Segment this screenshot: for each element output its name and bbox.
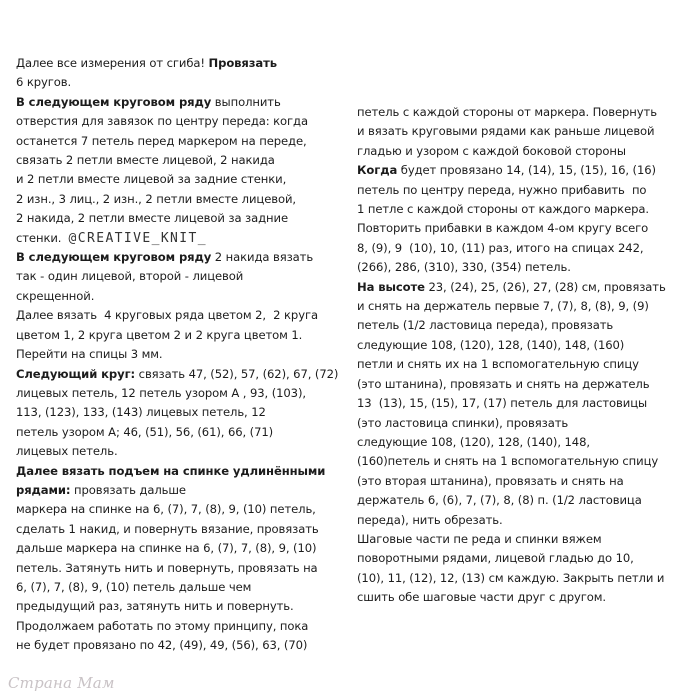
text-segment: 13 (13), 15, (15), 17, (17) петель для ластовицы (357, 396, 648, 411)
text-segment: (это штанина), провязать и снять на держатель (357, 376, 650, 391)
text-line (16, 481, 334, 500)
text-segment: следующие 108, (120), 128, (140), 148, (160) (357, 337, 625, 352)
text-segment: Шаговые части пе реда и спинки вяжем (357, 531, 602, 546)
author-handle: @CREATIVE_KNIT_ (68, 230, 207, 246)
text-line (357, 200, 669, 219)
text-segment: 1 петле с каждой стороны от каждого маркера. (357, 202, 649, 217)
text-segment: гладью и узором с каждой боковой стороны (357, 143, 626, 158)
text-segment: выполнить (211, 94, 281, 109)
bold-phrase: В следующем круговом ряду (16, 94, 212, 109)
text-line (357, 278, 669, 297)
text-segment: так - один лицевой, второй - лицевой (16, 269, 244, 284)
text-line (16, 229, 334, 248)
text-line (357, 219, 669, 238)
text-segment: сделать 1 накид, и повернуть вязание, провязать (16, 521, 319, 536)
text-segment: Повторить прибавки в каждом 4-ом кругу всего (357, 221, 649, 236)
text-segment: (160)петель и снять на 1 вспомогательную спицу (357, 454, 659, 469)
text-segment: и 2 петли вместе лицевой за задние стенки, (16, 172, 287, 187)
text-segment: 113, (123), 133, (143) лицевых петель, 12 (16, 405, 266, 420)
text-segment: и вязать круговыми рядами как раньше лицевой (357, 124, 655, 139)
bold-phrase: В следующем круговом ряду (16, 250, 212, 265)
text-line (16, 306, 334, 325)
text-line (16, 287, 334, 306)
text-line (357, 414, 669, 433)
text-line (357, 511, 669, 530)
text-segment: переда), нить обрезать. (357, 512, 503, 527)
text-line (16, 500, 334, 519)
text-segment: стенки. (16, 230, 69, 245)
text-line (16, 112, 334, 131)
text-line (357, 549, 669, 568)
text-segment: предыдущий раз, затянуть нить и повернуть. (16, 599, 294, 614)
text-segment: следующие 108, (120), 128, (140), 148, (357, 434, 590, 449)
text-segment: 2 изн., 3 лиц., 2 изн., 2 петли вместе лицевой, (16, 191, 296, 206)
text-line (16, 93, 334, 112)
text-segment: петель (1/2 ластовица переда), провязать (357, 318, 614, 333)
text-segment: 6 кругов. (16, 75, 72, 90)
text-line (357, 355, 669, 374)
text-line (357, 452, 669, 471)
text-line (16, 403, 334, 422)
text-segment: петель. Затянуть нить и повернуть, провязать на (16, 560, 318, 575)
bold-phrase: Следующий круг: (16, 366, 136, 381)
text-segment: петель с каждой стороны от маркера. Повернуть (357, 105, 657, 119)
text-segment: (это ластовица спинки), провязать (357, 415, 569, 430)
text-line (16, 559, 334, 578)
text-line (357, 375, 669, 394)
text-line (357, 297, 669, 316)
text-line (16, 151, 334, 170)
text-segment: Перейти на спицы 3 мм. (16, 347, 163, 362)
text-line (16, 520, 334, 539)
text-segment: 23, (24), 25, (26), 27, (28) см, провязать (424, 279, 666, 294)
text-segment: связать 2 петли вместе лицевой, 2 накида (16, 153, 275, 168)
text-line (357, 530, 669, 549)
text-segment: поворотными рядами, лицевой гладью до 10, (357, 551, 634, 566)
text-line (16, 248, 334, 267)
text-segment: Продолжаем работать по этому принципу, пока (16, 618, 309, 633)
text-segment: Далее вязать 4 круговых ряда цветом 2, 2 круга (16, 308, 318, 323)
text-column-right (357, 103, 669, 608)
text-line (16, 326, 334, 345)
text-segment: и снять на держатель первые 7, (7), 8, (8), 9, (9) (357, 299, 649, 314)
text-segment: (266), 286, (310), 330, (354) петель. (357, 260, 571, 275)
text-column-left (16, 54, 339, 656)
text-line (16, 442, 334, 461)
text-segment: 2 накида, 2 петли вместе лицевой за задние (16, 211, 288, 226)
text-line (16, 54, 334, 73)
text-segment: отверстия для завязок по центру переда: когда (16, 114, 308, 129)
text-segment: петель узором А; 46, (51), 56, (61), 66, (71) (16, 424, 274, 439)
bold-phrase: Далее вязать подъем на спинке удлинёнными (16, 463, 326, 478)
text-segment: останется 7 петель перед маркером на переде, (16, 133, 307, 148)
text-line (357, 394, 669, 413)
text-line (16, 209, 334, 228)
text-line (357, 491, 669, 510)
text-segment: 2 накида вязать (211, 250, 314, 265)
text-line (357, 433, 669, 452)
text-line (16, 462, 334, 481)
text-segment: петли и снять их на 1 вспомогательную спицу (357, 357, 639, 372)
text-segment: не будет провязано по 42, (49), 49, (56), 63, (70) (16, 638, 308, 653)
watermark-logo: Страна Мам (8, 674, 115, 692)
text-line (16, 73, 334, 92)
text-line (16, 617, 334, 636)
text-segment: 8, (9), 9 (10), 10, (11) раз, итого на спицах 242, (357, 240, 644, 255)
text-line (16, 267, 334, 286)
bold-phrase: рядами: (16, 482, 71, 497)
text-line (357, 103, 669, 122)
text-line (16, 597, 334, 616)
text-segment: скрещенной. (16, 288, 95, 303)
text-segment: будет провязано 14, (14), 15, (15), 16, (16) (397, 163, 656, 178)
text-line (16, 365, 339, 384)
text-segment: (10), 11, (12), 12, (13) см каждую. Закрыть петли и (357, 570, 665, 585)
text-line (16, 190, 334, 209)
text-line (16, 384, 334, 403)
text-segment: (это вторая штанина), провязать и снять на (357, 473, 624, 488)
text-segment: цветом 1, 2 круга цветом 2 и 2 круга цветом 1. (16, 327, 303, 342)
text-segment: дальше маркера на спинке на 6, (7), 7, (8), 9, (10) (16, 541, 317, 556)
text-line (357, 336, 669, 355)
text-line (357, 588, 669, 607)
text-segment: петель по центру переда, нужно прибавить по (357, 182, 647, 197)
text-line (16, 132, 334, 151)
bold-phrase: Провязать (208, 56, 277, 70)
text-line (357, 122, 669, 141)
bold-phrase: На высоте (357, 279, 425, 294)
text-line (357, 239, 669, 258)
text-line (16, 170, 334, 189)
text-line (357, 161, 669, 180)
text-line (357, 142, 669, 161)
text-segment: связать 47, (52), 57, (62), 67, (72) (135, 366, 339, 381)
text-segment: сшить обе шаговые части друг с другом. (357, 590, 606, 605)
text-line (16, 539, 334, 558)
text-segment: маркера на спинке на 6, (7), 7, (8), 9, (10) петель, (16, 502, 316, 517)
text-segment: лицевых петель. (16, 444, 118, 459)
text-line (357, 181, 669, 200)
text-line (357, 258, 669, 277)
text-line (357, 316, 669, 335)
text-line (16, 636, 334, 655)
bold-phrase: Когда (357, 163, 398, 178)
text-segment: Далее все измерения от сгиба! (16, 56, 209, 70)
text-segment: провязать дальше (70, 482, 186, 497)
text-segment: держатель 6, (6), 7, (7), 8, (8) п. (1/2 ластовица (357, 493, 642, 508)
text-line (16, 578, 334, 597)
text-line (16, 423, 334, 442)
text-segment: 6, (7), 7, (8), 9, (10) петель дальше чем (16, 579, 252, 594)
text-line (357, 569, 669, 588)
text-line (16, 345, 334, 364)
text-line (357, 472, 669, 491)
text-segment: лицевых петель, 12 петель узором А , 93, (103), (16, 385, 306, 400)
